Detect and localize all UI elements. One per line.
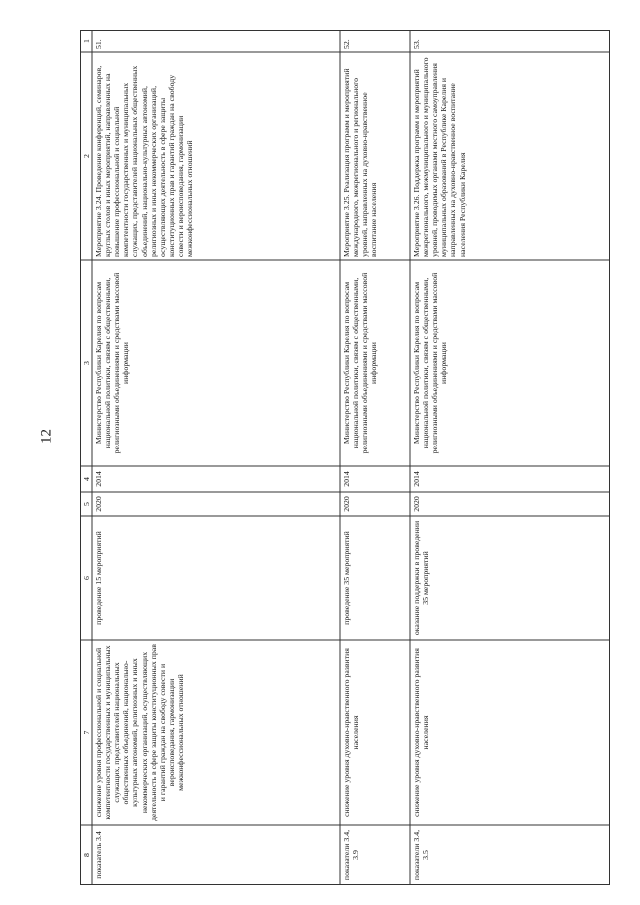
- table-cell-col-indicator: показатель 3.4: [94, 831, 103, 879]
- column-number-header: 1: [82, 39, 91, 43]
- table-cell-col-indicator: показатели 3.4, 3.5: [412, 829, 431, 881]
- column-number-header: 6: [82, 576, 91, 580]
- table-cell-col-result: снижение уровня духовно-нравственного развития населения: [412, 648, 431, 817]
- table-cell-col-indicator: показатели 3.4, 3.9: [342, 829, 361, 881]
- table-cell-col-content: проведение 35 мероприятий: [342, 531, 351, 625]
- rotated-table: [80, 30, 610, 885]
- column-number-header: 8: [82, 853, 91, 857]
- table-cell-col-measure: Мероприятие 3.24. Проведение конференций, семинаров, круглых столов и иных мероприятий, направленных на повышение профессиональной и социальной компетентности государственных и муниципальных служащих, представителей национальных общественных объединений, национально-культурных автономий, религиозных и иных некоммерческих организаций, осуществляющих деятельность в сфере защиты конституционных прав и гарантий граждан на свободу совести и вероисповедания, гармонизации межконфессиональных отношений: [94, 65, 195, 257]
- table-cell-col-end: 2020: [412, 496, 421, 512]
- table-cell-col-content: проведение 15 мероприятий: [94, 531, 103, 625]
- table-cell-col-content: оказание поддержки в проведении 35 мероприятий: [412, 520, 431, 636]
- column-number-header: 4: [82, 477, 91, 481]
- table-cell-col-measure: Мероприятие 3.26. Поддержка программ и мероприятий межрегионального, межмуниципального и муниципального уровней, проводимых органами местного самоуправления муниципальных образований в Республике Карелия и направленных на духовно-нравственное воспитание населения Республики Карелия: [412, 57, 467, 257]
- table-cell-col-end: 2020: [94, 496, 103, 512]
- column-number-header: 3: [82, 361, 91, 365]
- table-cell-col-start: 2014: [94, 471, 103, 487]
- table-cell-col-result: снижение уровня духовно-нравственного развития населения: [342, 648, 361, 817]
- column-number-header: 2: [82, 154, 91, 158]
- table-cell-col-start: 2014: [412, 471, 421, 487]
- column-number-header: 5: [82, 502, 91, 506]
- table-cell-col-measure: Мероприятие 3.25. Реализация программ и мероприятий международного, межрегионального и регионального уровней, направленных на духовно-нравственное воспитание населения: [342, 68, 379, 257]
- table-cell-col-executor: Министерство Республики Карелия по вопросам национальной политики, связям с общественными, религиозными объединениями и средствами массовой информации: [412, 272, 449, 454]
- table-cell-col-number: 52.: [342, 39, 351, 49]
- page-number: 12: [38, 429, 55, 444]
- table-cell-col-result: снижение уровня профессиональной и социальной компетентности государственных и муниципальных служащих, представителей национальных общественных объединений, национально-культурных автономий, религиозных и иных некоммерческих организаций, осуществляющих деятельность в сфере защиты конституционных прав и гарантий граждан на свободу совести и вероисповедания, гармонизации межконфессиональных отношений: [94, 644, 185, 821]
- table-cell-col-number: 51.: [94, 39, 103, 49]
- table-cell-col-executor: Министерство Республики Карелия по вопросам национальной политики, связям с общественными, религиозными объединениями и средствами массовой информации: [342, 272, 379, 454]
- table-cell-col-end: 2020: [342, 496, 351, 512]
- column-number-header: 7: [82, 730, 91, 735]
- table-cell-col-start: 2014: [342, 471, 351, 487]
- table-cell-col-number: 53.: [412, 39, 421, 49]
- table-cell-col-executor: Министерство Республики Карелия по вопросам национальной политики, связям с общественными, религиозными объединениями и средствами массовой информации: [94, 272, 131, 454]
